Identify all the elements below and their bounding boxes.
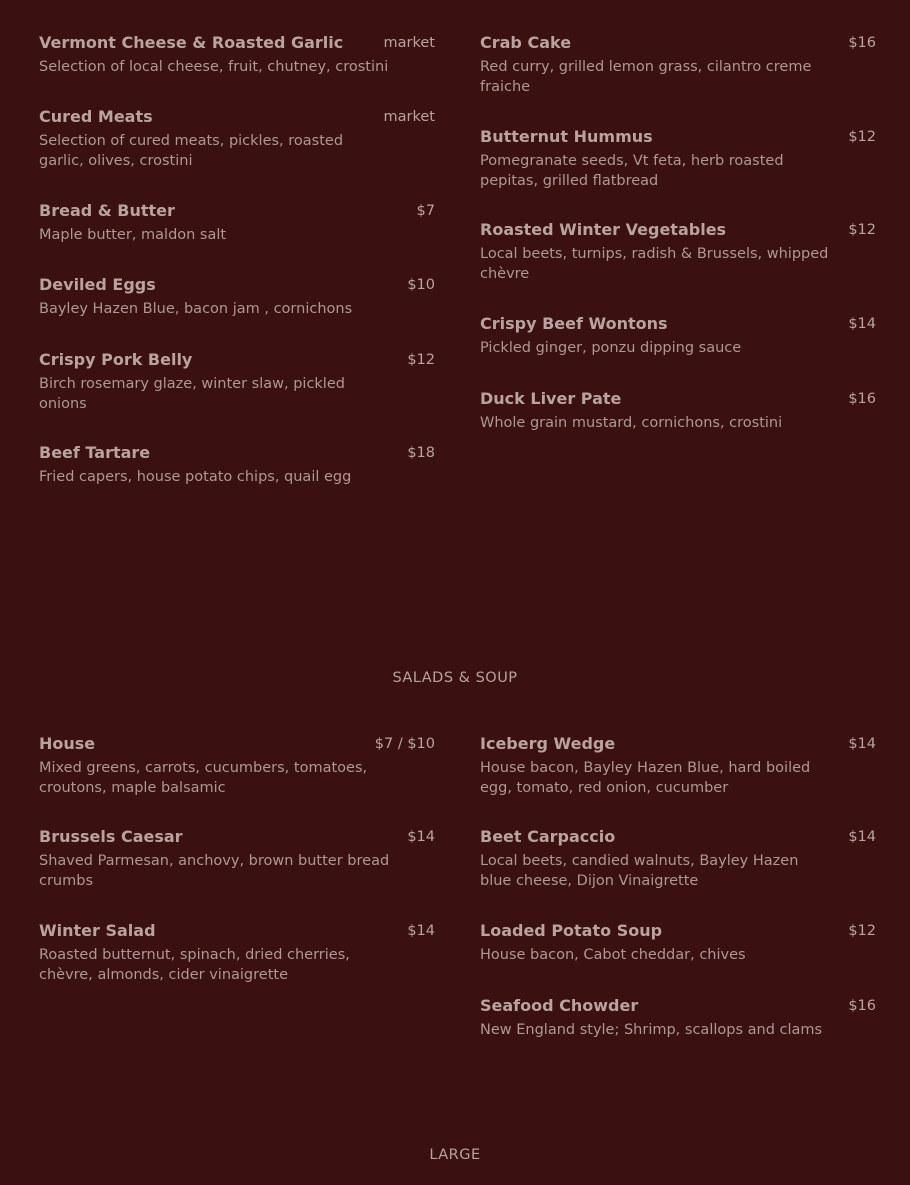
item-price: market [383, 109, 435, 125]
item-name: Deviled Eggs [39, 275, 156, 294]
item-price: $18 [407, 445, 435, 461]
item-description: House bacon, Bayley Hazen Blue, hard boiled egg, tomato, red onion, cucumber [480, 760, 811, 796]
item-price: $10 [407, 277, 435, 293]
item-name: Bread & Butter [39, 201, 175, 220]
item-name: House [39, 734, 96, 753]
item-description: Roasted butternut, spinach, dried cherries, chèvre, almonds, cider vinaigrette [39, 947, 350, 983]
item-name: Winter Salad [39, 921, 156, 940]
item-price: $7 / $10 [374, 736, 435, 752]
item-price: $12 [848, 222, 876, 238]
item-name: Crispy Beef Wontons [480, 314, 668, 333]
menu-item [39, 921, 435, 985]
item-name: Crispy Pork Belly [39, 350, 193, 369]
menu-item [480, 314, 876, 358]
item-description: Red curry, grilled lemon grass, cilantro creme fraiche [480, 59, 812, 95]
item-name: Duck Liver Pate [480, 389, 622, 408]
item-price: $12 [848, 129, 876, 145]
item-description: Selection of local cheese, fruit, chutney, crostini [39, 59, 389, 75]
menu-item [39, 275, 435, 319]
menu-item [39, 350, 435, 414]
item-price: market [383, 35, 435, 51]
item-name: Seafood Chowder [480, 996, 639, 1015]
menu-item [480, 220, 876, 284]
menu-item [480, 33, 876, 97]
menu-item [480, 996, 876, 1040]
item-price: $7 [416, 203, 435, 219]
item-name: Cured Meats [39, 107, 153, 126]
item-price: $14 [407, 829, 435, 845]
menu-item [480, 827, 876, 891]
item-description: Fried capers, house potato chips, quail egg [39, 469, 352, 485]
item-price: $16 [848, 391, 876, 407]
item-description: House bacon, Cabot cheddar, chives [480, 947, 746, 963]
section-title-large: LARGE [429, 1147, 481, 1163]
item-price: $14 [848, 736, 876, 752]
item-name: Brussels Caesar [39, 827, 183, 846]
item-price: $12 [848, 923, 876, 939]
item-name: Crab Cake [480, 33, 572, 52]
item-price: $12 [407, 352, 435, 368]
menu-item [480, 734, 876, 798]
item-description: Local beets, candied walnuts, Bayley Hazen blue cheese, Dijon Vinaigrette [480, 853, 799, 889]
item-name: Beef Tartare [39, 443, 151, 462]
item-description: Bayley Hazen Blue, bacon jam , cornichons [39, 301, 353, 317]
menu-item [39, 33, 435, 77]
menu-item [480, 921, 876, 965]
item-description: Birch rosemary glaze, winter slaw, pickled onions [39, 376, 345, 412]
item-name: Roasted Winter Vegetables [480, 220, 727, 239]
menu-item [39, 827, 435, 891]
item-price: $14 [407, 923, 435, 939]
menu-item [39, 107, 435, 171]
item-price: $16 [848, 998, 876, 1014]
item-description: Pomegranate seeds, Vt feta, herb roasted pepitas, grilled flatbread [480, 153, 784, 189]
item-description: Shaved Parmesan, anchovy, brown butter bread crumbs [39, 853, 390, 889]
item-name: Beet Carpaccio [480, 827, 616, 846]
item-price: $16 [848, 35, 876, 51]
menu-item [480, 127, 876, 191]
item-name: Butternut Hummus [480, 127, 653, 146]
item-description: Whole grain mustard, cornichons, crostini [480, 415, 783, 431]
item-description: Local beets, turnips, radish & Brussels, whipped chèvre [480, 246, 829, 282]
item-name: Iceberg Wedge [480, 734, 616, 753]
item-description: Selection of cured meats, pickles, roasted garlic, olives, crostini [39, 133, 344, 169]
section-title-salads-soup: SALADS & SOUP [392, 670, 518, 686]
item-name: Loaded Potato Soup [480, 921, 663, 940]
menu-item [480, 389, 876, 433]
menu-item [39, 201, 435, 245]
item-description: Pickled ginger, ponzu dipping sauce [480, 340, 742, 356]
item-price: $14 [848, 316, 876, 332]
item-description: New England style; Shrimp, scallops and clams [480, 1022, 823, 1038]
item-name: Vermont Cheese & Roasted Garlic [39, 33, 344, 52]
item-description: Mixed greens, carrots, cucumbers, tomatoes, croutons, maple balsamic [39, 760, 368, 796]
item-price: $14 [848, 829, 876, 845]
menu-item [39, 734, 435, 798]
item-description: Maple butter, maldon salt [39, 227, 227, 243]
menu-item [39, 443, 435, 487]
